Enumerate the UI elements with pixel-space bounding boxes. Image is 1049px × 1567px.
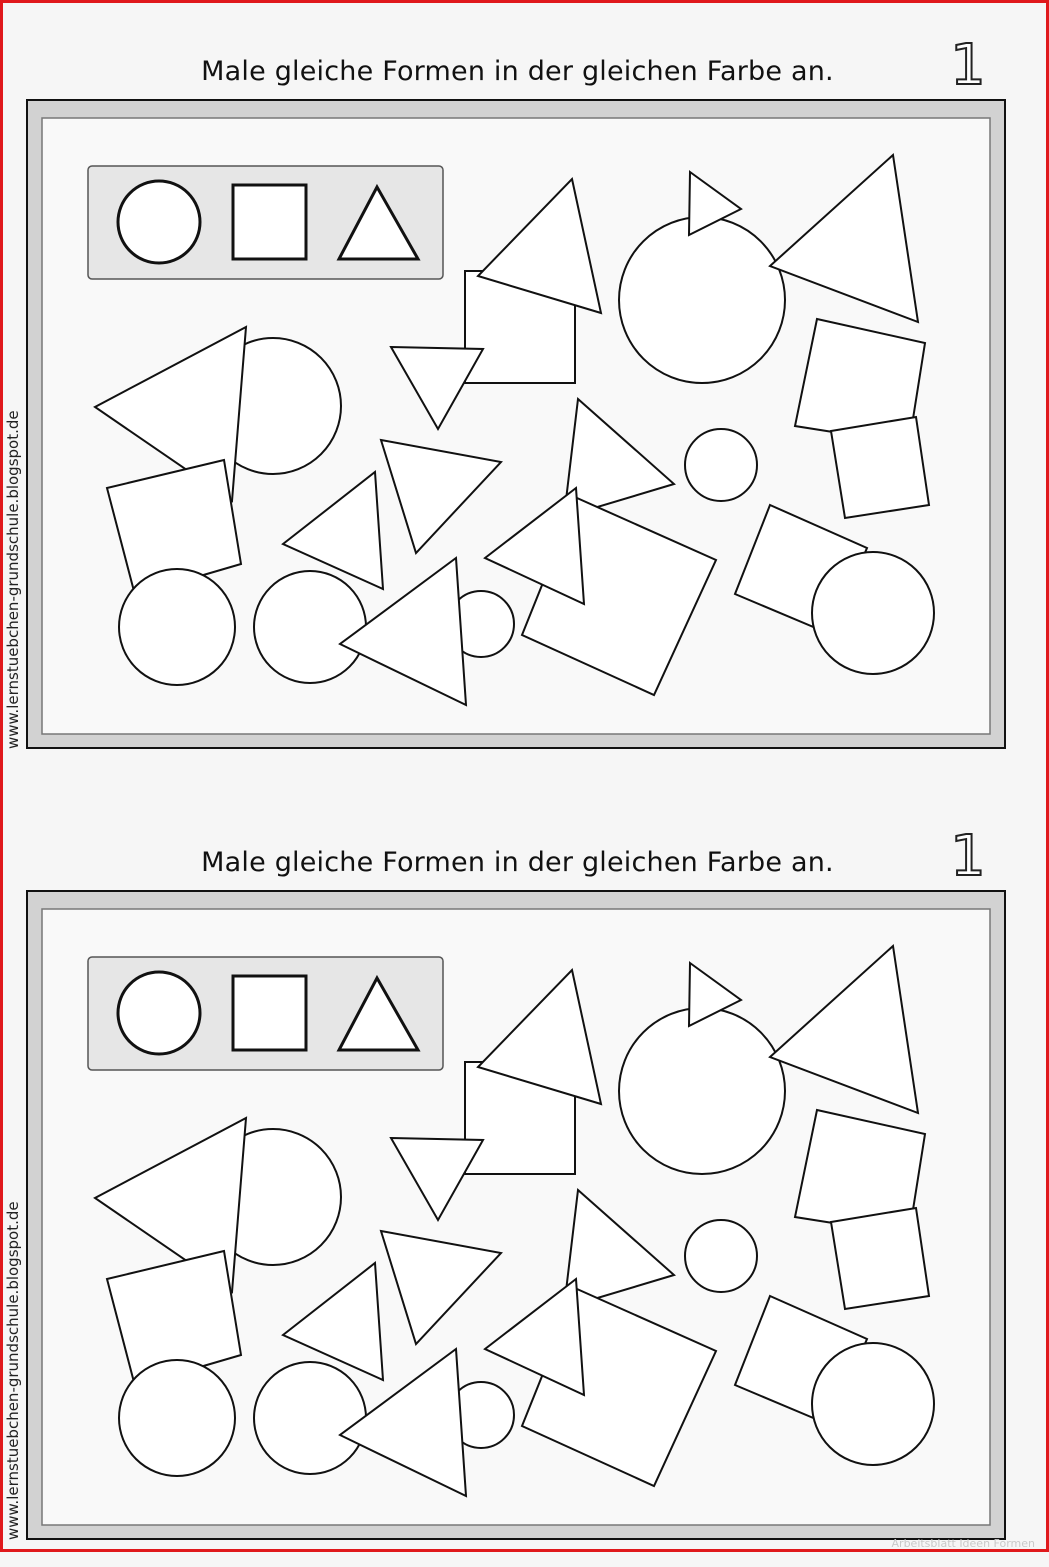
legend-square-icon xyxy=(233,976,306,1050)
circle-shape xyxy=(619,217,785,383)
website-url: www.lernstuebchen-grundschule.blogspot.de xyxy=(4,1201,22,1540)
circle-shape xyxy=(619,1008,785,1174)
circle-shape xyxy=(812,552,934,674)
square-shape xyxy=(831,1208,929,1309)
shapes-drawing xyxy=(0,791,1049,1552)
watermark-text: Arbeitsblatt Ideen Formen xyxy=(891,1537,1035,1550)
website-url: www.lernstuebchen-grundschule.blogspot.de xyxy=(4,410,22,749)
circle-shape xyxy=(685,1220,757,1292)
worksheet-number: 1 xyxy=(950,824,986,889)
square-shape xyxy=(831,417,929,518)
circle-shape xyxy=(812,1343,934,1465)
worksheet-top xyxy=(0,0,1049,776)
shapes-drawing xyxy=(0,0,1049,776)
circle-shape xyxy=(119,569,235,685)
worksheet-bottom xyxy=(0,791,1049,1567)
circle-shape xyxy=(254,571,366,683)
legend-circle-icon xyxy=(118,972,200,1054)
legend-square-icon xyxy=(233,185,306,259)
legend-circle-icon xyxy=(118,181,200,263)
worksheet-title: Male gleiche Formen in der gleichen Farbe an. xyxy=(201,847,834,878)
worksheet-title: Male gleiche Formen in der gleichen Farbe an. xyxy=(201,56,834,87)
worksheet-number: 1 xyxy=(950,33,986,98)
circle-shape xyxy=(119,1360,235,1476)
circle-shape xyxy=(685,429,757,501)
circle-shape xyxy=(254,1362,366,1474)
